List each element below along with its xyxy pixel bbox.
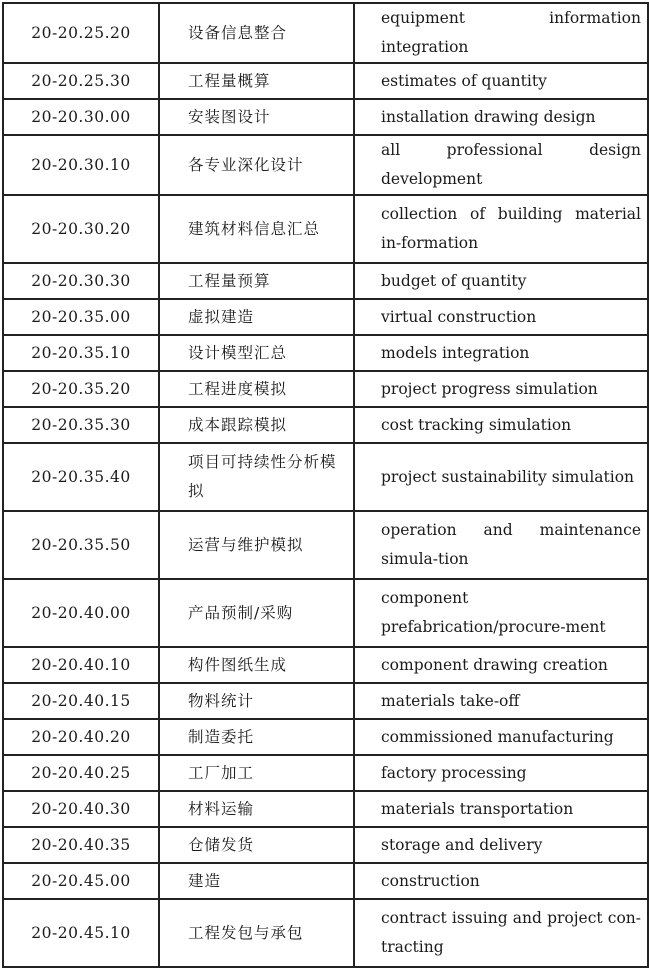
english-name-cell: equipment information integration [354, 3, 648, 63]
code-cell: 20-20.30.20 [3, 195, 159, 263]
table-row [3, 3, 648, 63]
table-row [3, 299, 648, 335]
table-row [3, 195, 648, 263]
code-cell: 20-20.40.25 [3, 755, 159, 791]
table-row [3, 371, 648, 407]
code-cell: 20-20.30.00 [3, 99, 159, 135]
table-row [3, 579, 648, 647]
english-name-cell: storage and delivery [354, 827, 648, 863]
code-cell: 20-20.40.30 [3, 791, 159, 827]
code-cell: 20-20.35.30 [3, 407, 159, 443]
table-row [3, 443, 648, 511]
chinese-name-cell: 项目可持续性分析模拟 [159, 443, 354, 511]
english-name-cell: project sustainability simulation [354, 443, 648, 511]
code-cell: 20-20.40.15 [3, 683, 159, 719]
english-name-cell: construction [354, 863, 648, 899]
english-name-cell: materials take-off [354, 683, 648, 719]
english-name-cell: models integration [354, 335, 648, 371]
chinese-name-cell: 产品预制/采购 [159, 579, 354, 647]
code-cell: 20-20.45.00 [3, 863, 159, 899]
english-name-cell: budget of quantity [354, 263, 648, 299]
table-row [3, 335, 648, 371]
table-row [3, 863, 648, 899]
table-body [3, 3, 648, 967]
table-row [3, 683, 648, 719]
chinese-name-cell: 构件图纸生成 [159, 647, 354, 683]
english-name-cell: commissioned manufacturing [354, 719, 648, 755]
chinese-name-cell: 运营与维护模拟 [159, 511, 354, 579]
table-row [3, 63, 648, 99]
code-cell: 20-20.35.20 [3, 371, 159, 407]
english-name-cell: project progress simulation [354, 371, 648, 407]
chinese-name-cell: 虚拟建造 [159, 299, 354, 335]
english-name-cell: cost tracking simulation [354, 407, 648, 443]
chinese-name-cell: 工程量预算 [159, 263, 354, 299]
english-name-cell: operation and maintenance simula-tion [354, 511, 648, 579]
table-row [3, 135, 648, 195]
code-cell: 20-20.40.20 [3, 719, 159, 755]
english-name-cell: virtual construction [354, 299, 648, 335]
table-row [3, 263, 648, 299]
code-cell: 20-20.35.00 [3, 299, 159, 335]
code-cell: 20-20.40.35 [3, 827, 159, 863]
code-cell: 20-20.25.30 [3, 63, 159, 99]
chinese-name-cell: 各专业深化设计 [159, 135, 354, 195]
english-name-cell: estimates of quantity [354, 63, 648, 99]
chinese-name-cell: 安装图设计 [159, 99, 354, 135]
english-name-cell: contract issuing and project con-tracting [354, 899, 648, 967]
code-cell: 20-20.40.10 [3, 647, 159, 683]
chinese-name-cell: 制造委托 [159, 719, 354, 755]
table-row [3, 647, 648, 683]
english-name-cell: materials transportation [354, 791, 648, 827]
english-name-cell: installation drawing design [354, 99, 648, 135]
code-cell: 20-20.35.50 [3, 511, 159, 579]
chinese-name-cell: 仓储发货 [159, 827, 354, 863]
chinese-name-cell: 设备信息整合 [159, 3, 354, 63]
english-name-cell: component drawing creation [354, 647, 648, 683]
table-row [3, 719, 648, 755]
english-name-cell: component prefabrication/procure-ment [354, 579, 648, 647]
chinese-name-cell: 建造 [159, 863, 354, 899]
chinese-name-cell: 工程量概算 [159, 63, 354, 99]
table-row [3, 827, 648, 863]
chinese-name-cell: 建筑材料信息汇总 [159, 195, 354, 263]
english-name-cell: factory processing [354, 755, 648, 791]
code-cell: 20-20.45.10 [3, 899, 159, 967]
code-cell: 20-20.35.10 [3, 335, 159, 371]
chinese-name-cell: 工程进度模拟 [159, 371, 354, 407]
table-row [3, 511, 648, 579]
chinese-name-cell: 工厂加工 [159, 755, 354, 791]
table-row [3, 99, 648, 135]
chinese-name-cell: 物料统计 [159, 683, 354, 719]
table-row [3, 755, 648, 791]
code-cell: 20-20.40.00 [3, 579, 159, 647]
code-cell: 20-20.30.30 [3, 263, 159, 299]
english-name-cell: collection of building material in-formation [354, 195, 648, 263]
chinese-name-cell: 工程发包与承包 [159, 899, 354, 967]
code-cell: 20-20.25.20 [3, 3, 159, 63]
code-cell: 20-20.35.40 [3, 443, 159, 511]
table-row [3, 899, 648, 967]
english-name-cell: all professional design development [354, 135, 648, 195]
code-cell: 20-20.30.10 [3, 135, 159, 195]
chinese-name-cell: 成本跟踪模拟 [159, 407, 354, 443]
table-row [3, 407, 648, 443]
chinese-name-cell: 设计模型汇总 [159, 335, 354, 371]
chinese-name-cell: 材料运输 [159, 791, 354, 827]
classification-table [2, 2, 649, 968]
table-row [3, 791, 648, 827]
